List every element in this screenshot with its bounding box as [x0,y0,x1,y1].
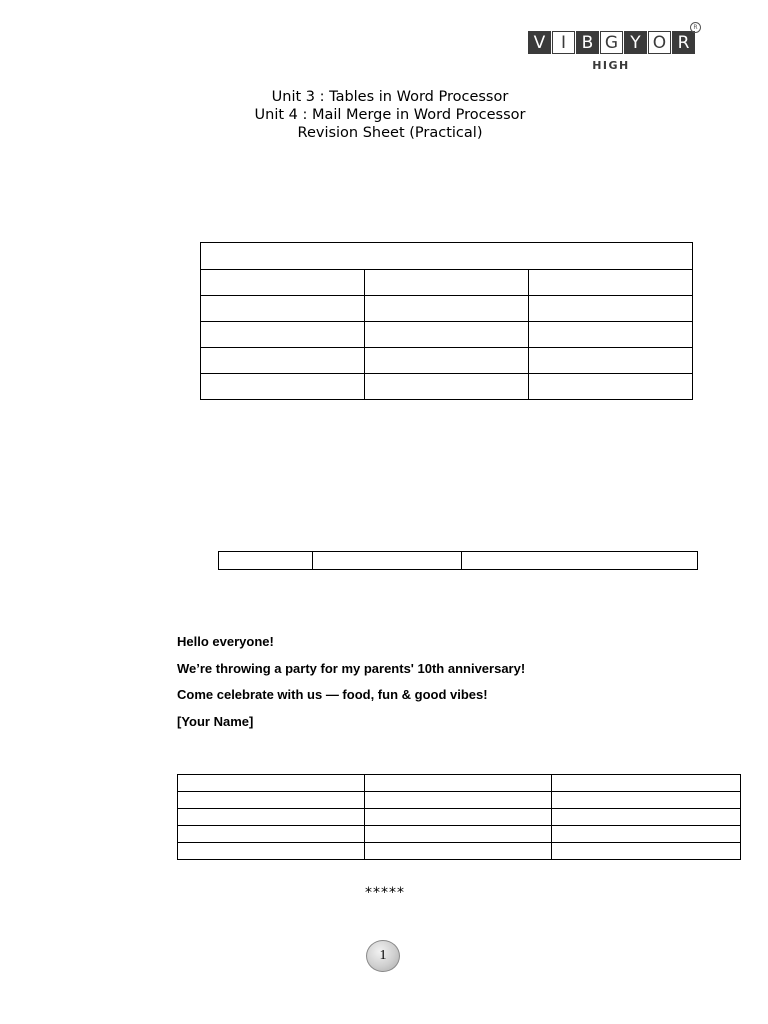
table-cell [365,374,529,400]
table-cell [201,374,365,400]
table-cell [365,792,552,809]
page-number: 1 [379,948,387,963]
empty-table-2 [218,551,698,570]
title-line-unit3: Unit 3 : Tables in Word Processor [271,89,509,105]
letter-line: [Your Name] [177,713,254,729]
table-cell [552,843,741,860]
empty-table-1 [200,242,693,400]
page-number-badge [366,940,400,972]
table-cell [178,775,365,792]
table-cell [313,552,462,570]
table-cell [365,826,552,843]
title-line-unit4: Unit 4 : Mail Merge in Word Processor [254,107,526,123]
table-cell [365,322,529,348]
table-cell [552,809,741,826]
table-cell [201,322,365,348]
table-cell [365,775,552,792]
table-cell [201,296,365,322]
table-cell [178,843,365,860]
logo-letter: V [528,31,551,54]
table-cell [201,270,365,296]
table-cell [219,552,313,570]
table-cell [529,296,693,322]
table-cell [529,348,693,374]
invitation-text [177,634,525,740]
registered-mark-icon: R [690,22,701,33]
logo-letter: I [552,31,575,54]
table-cell [529,270,693,296]
table-cell [178,792,365,809]
table-cell [201,348,365,374]
table-cell [529,322,693,348]
logo-letter: R [672,31,695,54]
letter-line: Hello everyone! [177,634,274,649]
vibgyor-logo [528,24,698,72]
table-cell [552,826,741,843]
table-cell [529,374,693,400]
empty-table-3 [177,774,741,860]
table-cell [178,809,365,826]
logo-letter: B [576,31,599,54]
logo-letter: Y [624,31,647,54]
end-marker: ***** [365,885,405,901]
table-cell [365,348,529,374]
table-cell [552,792,741,809]
table-cell [178,826,365,843]
letter-line: We’re throwing a party for my parents' 10th anniversary! [177,660,526,676]
table-cell [365,843,552,860]
table-cell [552,775,741,792]
letter-line: Come celebrate with us — food, fun & good vibes! [177,687,488,702]
table-cell [365,270,529,296]
table-cell [462,552,698,570]
table-cell [201,243,693,270]
page-title [160,88,620,142]
table-cell [365,809,552,826]
logo-subtitle: HIGH [592,59,630,72]
title-line-revision: Revision Sheet (Practical) [297,125,483,141]
logo-letter: G [600,31,623,54]
logo-letter: O [648,31,671,54]
table-cell [365,296,529,322]
